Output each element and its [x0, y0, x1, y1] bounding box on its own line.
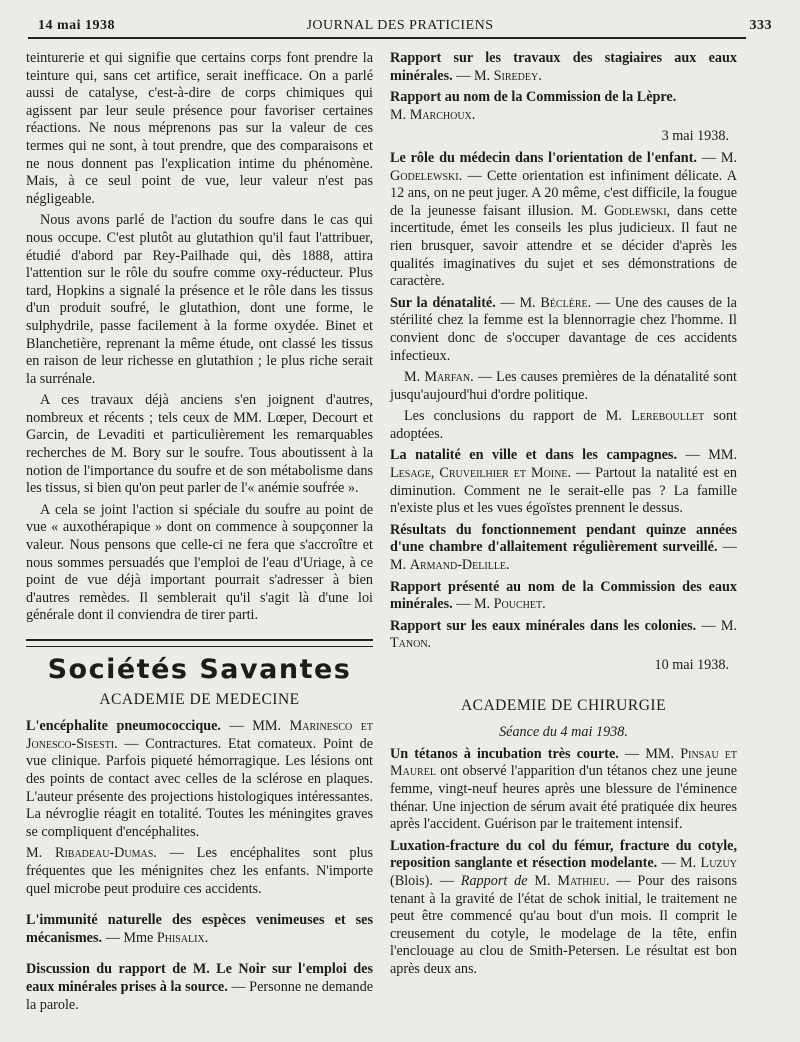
- header-rule: [28, 37, 746, 39]
- author-names: Armand-Delille.: [409, 557, 510, 574]
- seance-date: Séance du 4 mai 1938.: [499, 724, 628, 741]
- entry-title: Rapport au nom de la Commission de la Lèpre.: [390, 89, 677, 106]
- right-column: [390, 50, 737, 983]
- entry-denatalite: Sur la dénatalité. — M. Béclère. — Une des causes de la stérilité chez la femme est la blennorragie chez l'homme. Il convient donc de s'occuper davantage de ces accidents infectieux.: [390, 294, 737, 364]
- academie-medecine-heading: ACADEMIE DE MEDECINE: [99, 690, 300, 708]
- paragraph-auxotherapie: A cela se joint l'action si spéciale du soufre au point de vue « auxothérapique » dont on commence à soupçonner la valeur. Nous pensons que celle-ci ne fera que s'accroître et nous sommes persuadés que l'emploi de l'eau d'Uriage, à ce point de vue déjà important pourrait s'adresser à bien d'autres remèdes. Il semblerait qu'il s'agit là d'une loi générale dont il conviendra de tirer parti.: [26, 501, 373, 624]
- entry-title: Le rôle du médecin dans l'orientation de l'enfant.: [390, 149, 697, 166]
- entry-title: Sur la dénatalité.: [390, 294, 496, 311]
- academie-chirurgie-heading: ACADEMIE DE CHIRURGIE: [460, 696, 667, 714]
- session-date: 3 mai 1938.: [661, 128, 729, 145]
- author-names: Phisalix.: [156, 929, 209, 946]
- entry-title: La natalité en ville et dans les campagnes.: [390, 447, 677, 464]
- entry-title: L'immunité naturelle des espèces venimeuses et ses mécanismes.: [26, 912, 373, 946]
- entry-immunite: L'immunité naturelle des espèces venimeuses et ses mécanismes. — Mme Phisalix.: [26, 912, 373, 946]
- running-header: [28, 14, 772, 36]
- entry-title: Luxation-fracture du col du fémur, fracture du cotyle, reposition sanglante et résection modelante.: [390, 837, 737, 872]
- entry-title: Résultats du fonctionnement pendant quinze années d'une chambre d'allaitement régulièrement surveillé.: [390, 521, 737, 556]
- author-names: Mathieu.: [557, 872, 610, 889]
- paragraph-teinturerie: teinturerie et qui signifie que certains corps font prendre la teinture qui, sans cet artifice, serait inefficace. On a parlé aussi de catalyse, c'est-à-dire de corps chimiques qui agissent par leur seule présence pour favoriser certaines réactions. Ne nous méprenons pas sur la valeur de ces termes qui ne sont, à tout prendre, que des comparaisons et ne nous donnent pas l'explication intime du phénomène. Mais, à ce seul point de vue, leur valeur n'est pas négligeable.: [26, 50, 373, 207]
- page-number: 333: [749, 18, 772, 33]
- paragraph-travaux: A ces travaux déjà anciens s'en joignent d'autres, nombreux et récents ; tels ceux de MM. Lœper, Decourt et Garcin, de Levaditi et particulièrement les remarquables recherches de M. Bory sur le soufre. Tous aboutissent à la notion de l'importance du soufre et de son métabolisme dans les tissus, si bien qu'on peut parler de l'« anémie soufrée ».: [26, 392, 373, 497]
- entry-natalite: La natalité en ville et dans les campagnes. — MM. Lesage, Cruveilhier et Moine. — Partout la natalité est en diminution. Comment ne le serait-elle pas ? La famille n'existe plus et les vues égoïstes prennent le dessus.: [390, 447, 737, 517]
- journal-title: JOURNAL DES PRATICIENS: [306, 18, 494, 33]
- author-names: Siredey.: [493, 67, 542, 84]
- entry-tetanos: Un tétanos à incubation très courte. — MM. Pinsau et Maurel ont observé l'apparition d'un tétanos chez une jeune femme, vingt-neuf heures après une blessure de l'éminence thénar. Une injection de sérum avait été pratiquée dix heures après l'accident. Guérison par le traitement intensif.: [390, 745, 738, 833]
- entry-resultats: Résultats du fonctionnement pendant quinze années d'une chambre d'allaitement régulièrement surveillé. — M. Armand-Delille.: [390, 521, 737, 574]
- author-names: Luzuy: [700, 855, 737, 872]
- entry-lepre: Rapport au nom de la Commission de la Lèpre. M. Marchoux.: [390, 89, 677, 123]
- entry-eaux-minerales: Rapport présenté au nom de la Commission des eaux minérales. — M. Pouchet.: [390, 578, 737, 613]
- entry-luxation: Luxation-fracture du col du fémur, fracture du cotyle, reposition sanglante et résection modelante. — M. Luzuy (Blois). — Rapport de M. Mathieu. — Pour des raisons tenant à la gravité de l'état de schok initial, le traitement ne peut être commencé qu'au bout d'un mois. Il comprit le creusement du cotyle, le modelage de la tête, enfin l'enclouage au clou de Smith-Petersen. Le résultat est bon après deux ans.: [390, 837, 737, 977]
- author-names: Tanon.: [390, 635, 432, 652]
- entry-ribadeau: M. Ribadeau-Dumas. — Les encéphalites sont plus fréquentes que les ménignites chez les enfants. N'importe quel microbe peut produire ces accidents.: [26, 845, 373, 897]
- left-column: [26, 50, 373, 1018]
- entry-discussion: Discussion du rapport de M. Le Noir sur l'emploi des eaux minérales prises à la source. — Personne ne demande la parole.: [26, 961, 373, 1013]
- author-names: Godelewski.: [390, 167, 463, 184]
- author-names: Marinesco et Jonesco-Sisesti.: [26, 718, 374, 752]
- author-names: Pouchet.: [493, 596, 546, 613]
- entry-colonies: Rapport sur les eaux minérales dans les colonies. — M. Tanon.: [390, 617, 737, 652]
- entry-title: Rapport présenté au nom de la Commission des eaux minérales.: [390, 578, 737, 613]
- session-date: 10 mai 1938.: [654, 657, 729, 673]
- header-date: 14 mai 1938: [38, 18, 116, 33]
- author-names: Lereboullet: [631, 408, 705, 425]
- entry-title: Rapport sur les eaux minérales dans les colonies.: [390, 617, 697, 634]
- entry-encephalite: L'encéphalite pneumococcique. — MM. Marinesco et Jonesco-Sisesti. — Contractures. Etat comateux. Point de vue clinique. Parfois piqueté hémorragique. Les lésions ont des points de contact avec celles de la sclérose en plaques. L'auteur présente des projections histologiques intéressantes. La névroglie réagit en totalité. Toutes les méningites graves se compliquent d'encéphalites.: [26, 718, 374, 840]
- author-names: Pinsau et Maurel: [390, 745, 738, 780]
- author-names: Marchoux.: [409, 106, 476, 123]
- author-names: Lesage, Cruveilhier et Moine.: [390, 465, 571, 482]
- entry-stagiaires: Rapport sur les travaux des stagiaires aux eaux minérales. — M. Siredey.: [390, 50, 737, 84]
- entry-title: Rapport sur les travaux des stagiaires aux eaux minérales.: [390, 50, 737, 84]
- section-heading-societes: Sociétés Savantes: [47, 654, 352, 685]
- section-divider: [26, 639, 373, 647]
- entry-conclusions: Les conclusions du rapport de M. Lereboullet sont adoptées.: [390, 408, 738, 442]
- entry-marfan: M. Marfan. — Les causes premières de la dénatalité sont jusqu'aujourd'hui d'ordre politique.: [390, 369, 737, 403]
- author-names: Béclère.: [540, 294, 592, 311]
- entry-role-medecin: Le rôle du médecin dans l'orientation de l'enfant. — M. Godelewski. — Cette orientation est infiniment délicate. A 12 ans, on ne peut juger. A 20 même, c'est difficile, la fougue de la jeunesse faisant illusion. M. Godlewski, dans cette incertitude, émet les conseils les plus judicieux. Il faut ne rien brusquer, savoir attendre et se décider d'après les qualités imaginatives du sujet et ses démonstrations de caractère.: [390, 149, 737, 290]
- paragraph-soufre: Nous avons parlé de l'action du soufre dans le cas qui nous occupe. C'est plutôt au glutathion qu'il faut l'attribuer, étudié d'abord par Rey-Pailhade qui, dès 1888, attira l'attention sur le rôle du soufre comme oxy-réducteur. Plus tard, Hopkins a signalé la présence et le rôle dans les tissus d'un produit soufré, le glutathion, dont une forme, le sulphydrile, passe facilement à la forme oxydée. Binet et Blanchetière, reprenant la même étude, ont classé les tissus en raison de leur richesse en glutathion ; le plus riche serait la surrénale.: [26, 212, 373, 387]
- author-names: Ribadeau-Dumas.: [54, 845, 157, 862]
- entry-title: L'encéphalite pneumococcique.: [26, 718, 221, 735]
- author-names: Marfan.: [424, 369, 474, 386]
- entry-title: Discussion du rapport de M. Le Noir sur l'emploi des eaux minérales prises à la source.: [26, 961, 373, 995]
- author-names: Godlewski,: [604, 202, 671, 219]
- entry-title: Un tétanos à incubation très courte.: [390, 745, 619, 762]
